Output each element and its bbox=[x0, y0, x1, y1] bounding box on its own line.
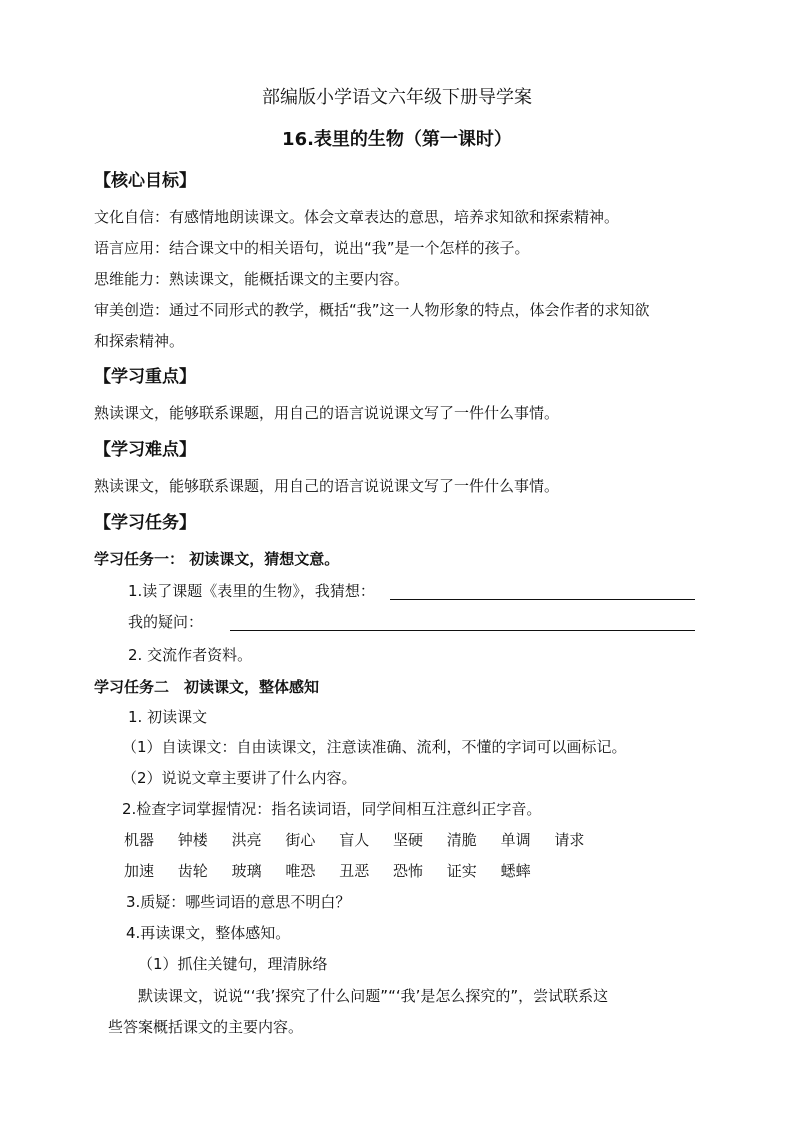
difficulty-text: 熟读课文，能够联系课题，用自己的语言说说课文写了一件什么事情。 bbox=[94, 477, 560, 495]
goal-line: 和探索精神。 bbox=[94, 332, 185, 350]
vocab-word: 恐怖 bbox=[392, 862, 423, 880]
vocab-word: 请求 bbox=[554, 831, 585, 849]
vocab-word: 机器 bbox=[124, 831, 155, 849]
section-heading-goals: 【核心目标】 bbox=[94, 171, 196, 191]
key-point-text: 熟读课文，能够联系课题，用自己的语言说说课文写了一件什么事情。 bbox=[94, 404, 560, 422]
vocab-word: 单调 bbox=[500, 831, 531, 849]
task2-paragraph: 些答案概括课文的主要内容。 bbox=[108, 1018, 304, 1036]
task2-paragraph: 默读课文，说说“‘我’探究了什么问题”“‘我’是怎么探究的”，尝试联系这 bbox=[138, 987, 609, 1005]
goal-line: 审美创造：通过不同形式的教学，概括“我”这一人物形象的特点，体会作者的求知欲 bbox=[94, 301, 650, 319]
task2-item1: 1. 初读课文 bbox=[128, 708, 208, 726]
task2-item2: 2.检查字词掌握情况：指名读词语，同学间相互注意纠正字音。 bbox=[122, 800, 542, 818]
vocab-word: 加速 bbox=[124, 862, 155, 880]
task2-item3: 3.质疑：哪些词语的意思不明白？ bbox=[126, 893, 351, 911]
task2-sub1: （1）自读课文：自由读课文，注意读准确、流利，不懂的字词可以画标记。 bbox=[122, 738, 627, 756]
question-label: 我的疑问： bbox=[128, 613, 204, 631]
vocab-word: 洪亮 bbox=[231, 831, 262, 849]
task1-title: 学习任务一： 初读课文，猜想文意。 bbox=[94, 550, 340, 568]
section-heading-key: 【学习重点】 bbox=[94, 367, 196, 387]
task2-sub2: （2）说说文章主要讲了什么内容。 bbox=[122, 769, 357, 787]
vocab-word: 清脆 bbox=[446, 831, 477, 849]
vocab-row-1 bbox=[124, 830, 603, 850]
vocab-word: 钟楼 bbox=[177, 831, 208, 849]
section-heading-tasks: 【学习任务】 bbox=[94, 513, 196, 533]
vocab-word: 丑恶 bbox=[339, 862, 370, 880]
task1-item1-label: 1.读了课题《表里的生物》，我猜想： bbox=[128, 582, 375, 600]
vocab-word: 蟋蟀 bbox=[500, 862, 531, 880]
vocab-word: 玻璃 bbox=[231, 862, 262, 880]
task2-item4-sub1: （1）抓住关键句，理清脉络 bbox=[138, 955, 328, 973]
vocab-word: 唯恐 bbox=[285, 862, 316, 880]
vocab-row-2 bbox=[124, 861, 550, 881]
goal-line: 文化自信：有感情地朗读课文。体会文章表达的意思，培养求知欲和探索精神。 bbox=[94, 208, 620, 226]
vocab-word: 坚硬 bbox=[392, 831, 423, 849]
vocab-word: 盲人 bbox=[339, 831, 370, 849]
task1-item1b bbox=[128, 612, 203, 632]
goal-line: 语言应用：结合课文中的相关语句，说出“我”是一个怎样的孩子。 bbox=[94, 239, 530, 257]
task1-item1 bbox=[128, 581, 375, 601]
vocab-word: 证实 bbox=[446, 862, 477, 880]
lesson-title: 16.表里的生物（第一课时） bbox=[282, 129, 512, 150]
vocab-word: 街心 bbox=[285, 831, 316, 849]
task2-title: 学习任务二 初读课文，整体感知 bbox=[94, 678, 320, 696]
document-title: 部编版小学语文六年级下册导学案 bbox=[262, 87, 532, 108]
question-answer-line[interactable] bbox=[230, 614, 695, 631]
vocab-word: 齿轮 bbox=[177, 862, 208, 880]
section-heading-difficulty: 【学习难点】 bbox=[94, 440, 196, 460]
goal-line: 思维能力：熟读课文，能概括课文的主要内容。 bbox=[94, 270, 410, 288]
task1-item2: 2. 交流作者资料。 bbox=[128, 646, 253, 664]
guess-answer-line[interactable] bbox=[390, 583, 695, 600]
task2-item4: 4.再读课文，整体感知。 bbox=[126, 924, 291, 942]
